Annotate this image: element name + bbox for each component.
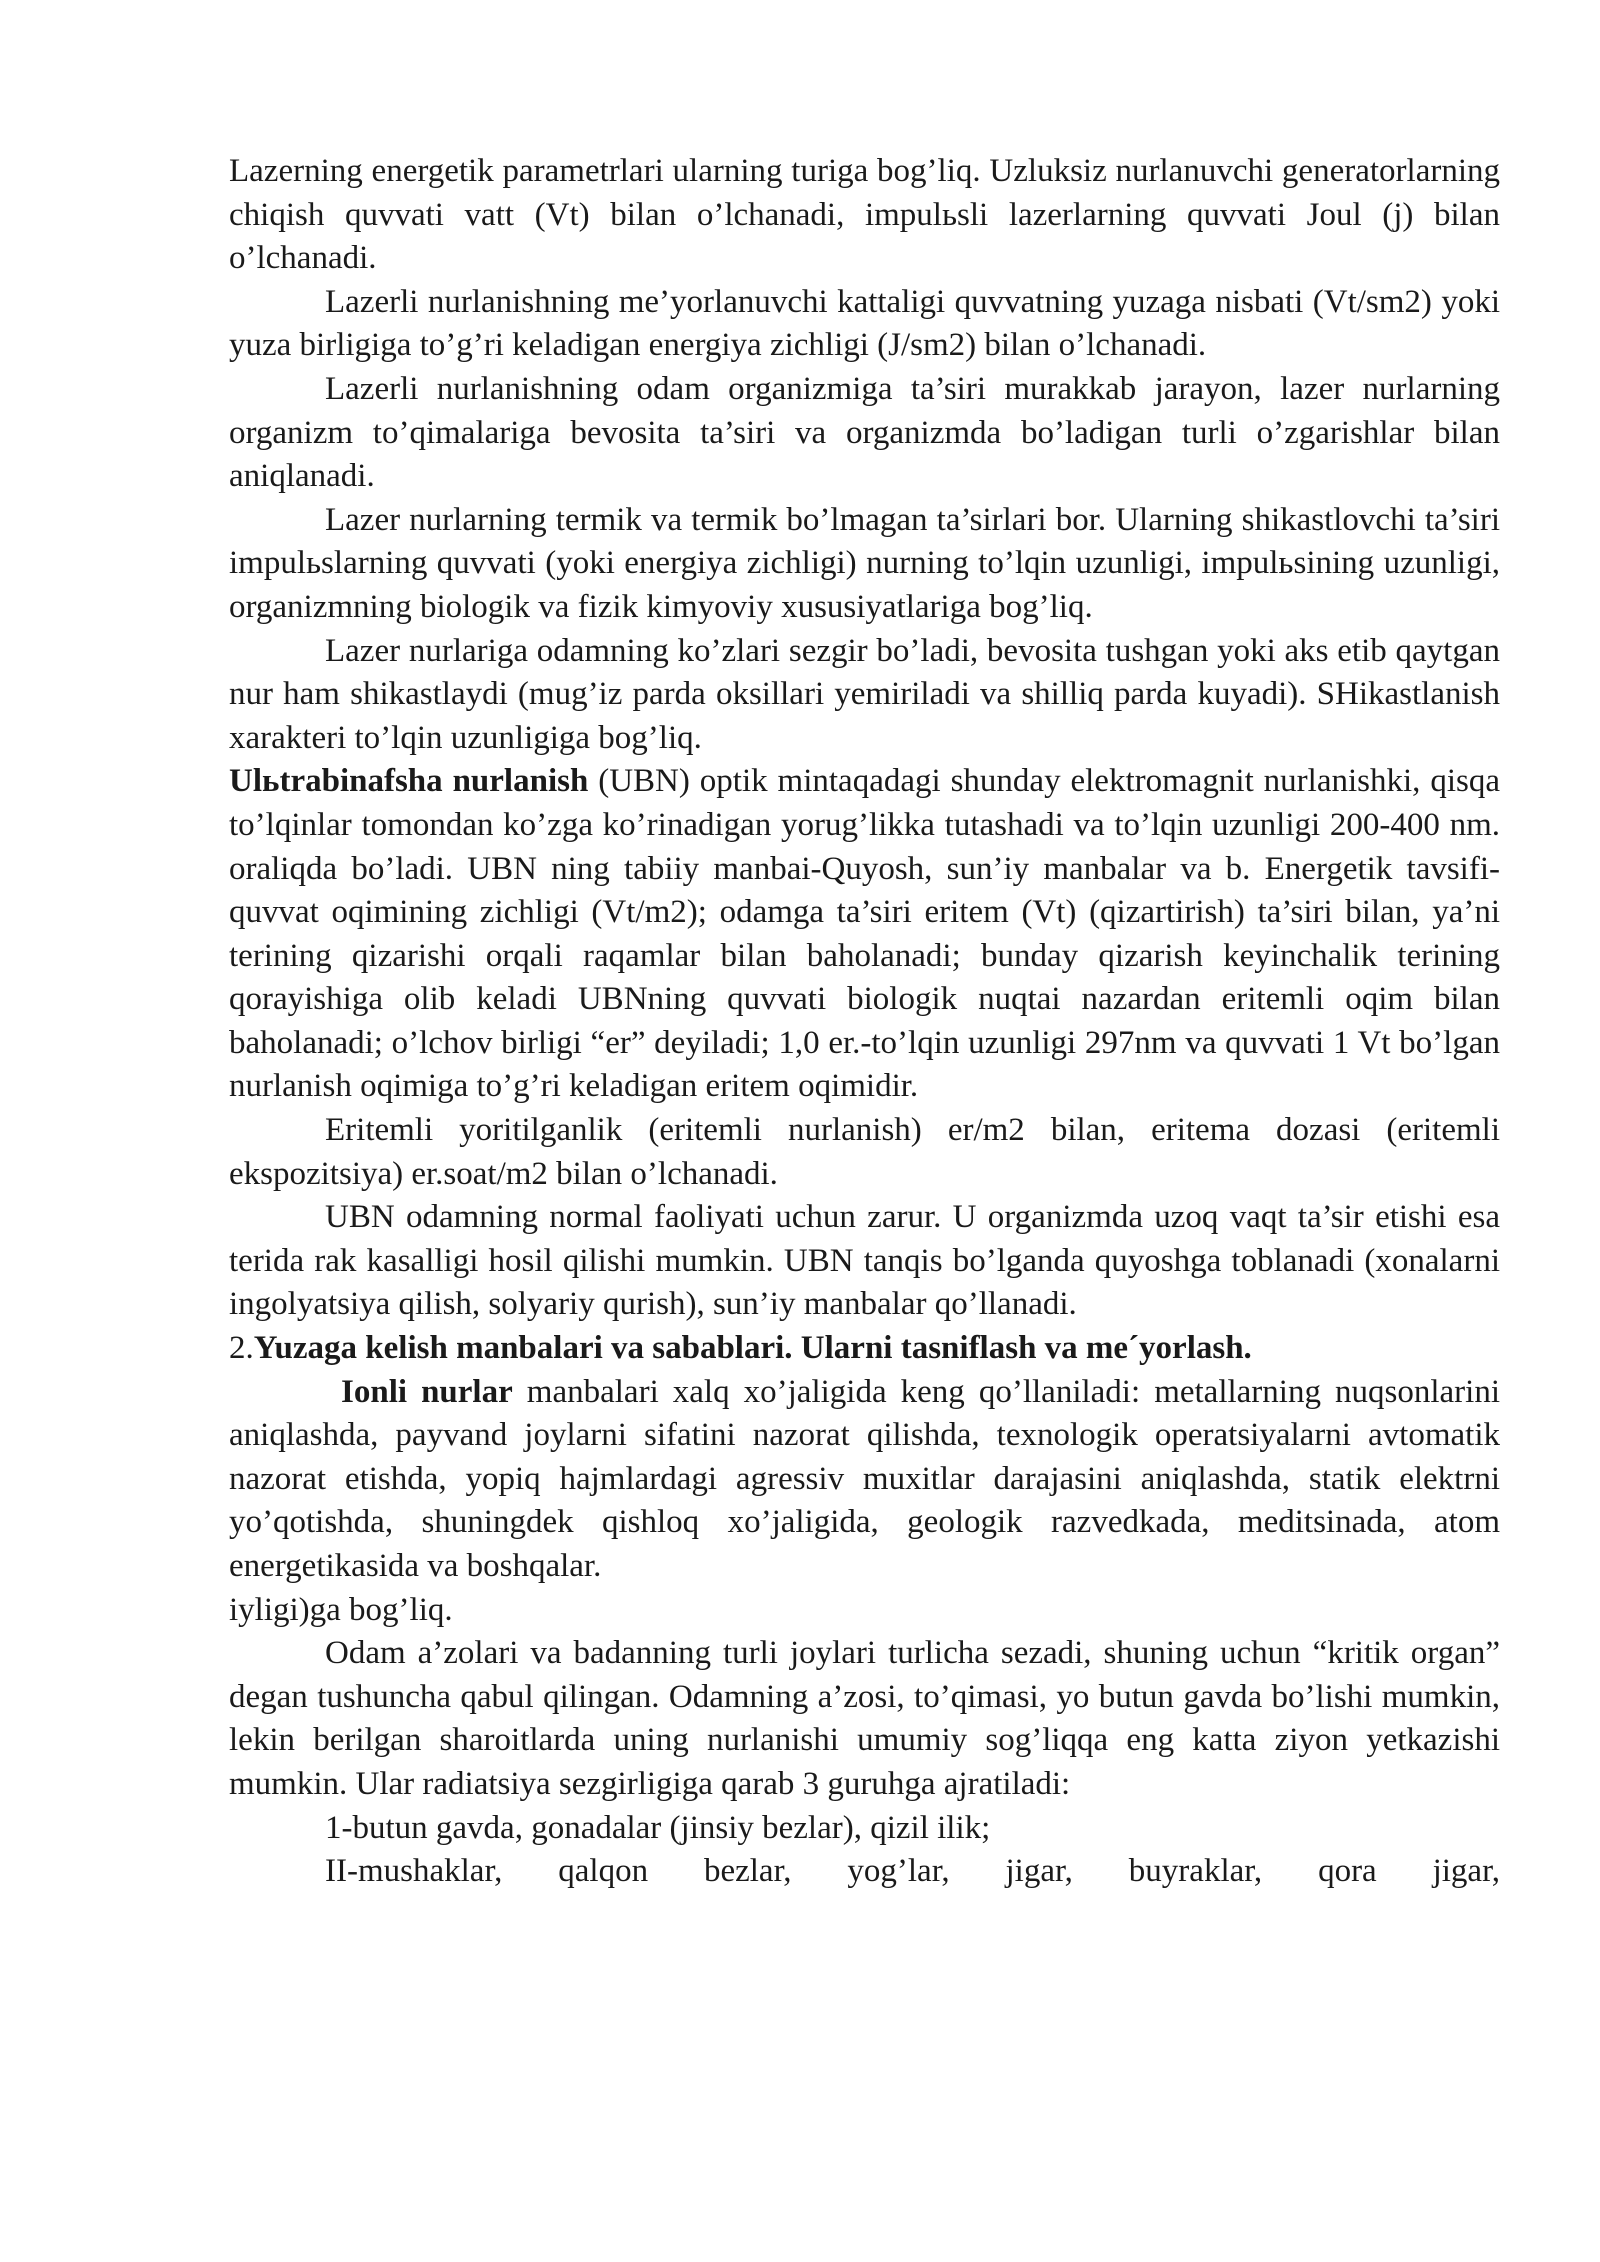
paragraph-laser-energy-params: Lazerning energetik parametrlari ularning turiga bog’liq. Uzluksiz nurlanuvchi generatorlarning chiqish quvvati vatt (Vt) bilan o’lchanadi, impulьsli lazerlarning quvvati Joul (j) bilan o’lchanadi. — [229, 153, 1500, 277]
paragraph-erythemal-irradiance: Eritemli yoritilganlik (eritemli nurlanish) er/m2 bilan, eritema dozasi (eritemli ekspozitsiya) er.soat/m2 bilan o’lchanadi. — [229, 1112, 1500, 1192]
document-page — [229, 150, 1500, 1894]
paragraph-ionizing-radiation — [229, 1371, 1500, 1589]
list-item-group-1: 1-butun gavda, gonadalar (jinsiy bezlar), qizil ilik; — [325, 1809, 991, 1846]
paragraph-laser-normalized-quantity: Lazerli nurlanishning me’yorlanuvchi kattaligi quvvatning yuzaga nisbati (Vt/sm2) yoki yuza birligiga to’g’ri keladigan energiya zichligi (J/sm2) bilan o’lchanadi. — [229, 283, 1500, 364]
section-heading — [229, 1327, 1500, 1371]
list-item-group-2: II-mushaklar, qalqon bezlar, yog’lar, jigar, buyraklar, qora jigar, — [325, 1853, 1500, 1890]
paragraph-fragment: iyligi)ga bog’liq. — [229, 1591, 453, 1628]
paragraph-laser-eye-damage: Lazer nurlariga odamning ko’zlari sezgir bo’ladi, bevosita tushgan yoki aks etib qaytgan nur ham shikastlaydi (mug’iz parda oksillari yemiriladi va shilliq parda kuyadi). SHikastlanish xarakteri to’lqin uzunligiga bog’liq. — [229, 632, 1500, 756]
paragraph-laser-effect-on-body: Lazerli nurlanishning odam organizmiga ta’siri murakkab jarayon, lazer nurlarning organizm to’qimalariga bevosita ta’siri va organizmda bo’ladigan turli o’zgarishlar bilan aniqlanadi. — [229, 370, 1500, 495]
paragraph-critical-organ: Odam a’zolari va badanning turli joylari turlicha sezadi, shuning uchun “kritik organ” degan tushuncha qabul qilingan. Odamning a’zosi, to’qimasi, yo butun gavda bo’lishi mumkin, lekin berilgan sharoitlarda uning nurlanishi umumiy sog’liqqa eng katta ziyon yetkazishi mumkin. Ular radiatsiya sezgirligiga qarab 3 guruhga ajratiladi: — [229, 1635, 1500, 1802]
paragraph-ubn-necessity: UBN odamning normal faoliyati uchun zarur. U organizmda uzoq vaqt ta’sir etishi esa terida rak kasalligi hosil qilishi mumkin. UBN tanqis bo’lganda quyoshga toblanadi (xonalarni ingolyatsiya qilish, solyariy qurish), sun’iy manbalar qo’llanadi. — [229, 1199, 1500, 1323]
section-number: 2. — [229, 1330, 254, 1367]
paragraph-ultraviolet-radiation — [229, 760, 1500, 1109]
ultraviolet-description: (UBN) optik mintaqadagi shunday elektromagnit nurlanishki, qisqa to’lqinlar tomondan ko’zga ko’rinadigan yorug’likka tutashadi va to’lqin uzunligi 200-400 nm. oraliqda bo’ladi. UBN ning tabiiy manbai-Quyosh, sun’iy manbalar va b. Energetik tavsifi-quvvat oqimining zichligi (Vt/m2); odamga ta’siri eritem (Vt) (qizartirish) ta’siri bilan, ya’ni terining qizarishi orqali raqamlar bilan baholanadi; bunday qizarish keyinchalik terining qorayishiga olib keladi UBNning quvvati biologik nuqtai nazardan eritemli oqim bilan baholanadi; o’lchov birligi “er” deyiladi; 1,0 er.-to’lqin uzunligi 297nm va quvvati 1 Vt bo’lgan nurlanish oqimiga to’g’ri keladigan eritem oqimidir. — [229, 763, 1500, 1105]
section-title: Yuzaga kelish manbalari va sabablari. Ularni tasniflash va me´yorlash. — [253, 1330, 1252, 1367]
paragraph-laser-thermal-effects: Lazer nurlarning termik va termik bo’lmagan ta’sirlari bor. Ularning shikastlovchi ta’siri impulьslarning quvvati (yoki energiya zichligi) nurning to’lqin uzunligi, impulьsining uzunligi, organizmning biologik va fizik kimyoviy xususiyatlariga bog’liq. — [229, 501, 1500, 625]
term-ultraviolet: Ulьtrabinafsha nurlanish — [229, 763, 589, 800]
term-ionizing: Ionli nurlar — [341, 1373, 513, 1410]
ionizing-description: manbalari xalq xo’jaligida keng qo’llaniladi: metallarning nuqsonlarini aniqlashda, payvand joylarni sifatini nazorat qilishda, texnologik operatsiyalarni avtomatik nazorat etishda, yopiq hajmlardagi agressiv muxitlar darajasini aniqlashda, statik elektrni yo’qotishda, shuningdek qishloq xo’jaligida, geologik razvedkada, meditsinada, atom energetikasida va boshqalar. — [229, 1373, 1500, 1584]
